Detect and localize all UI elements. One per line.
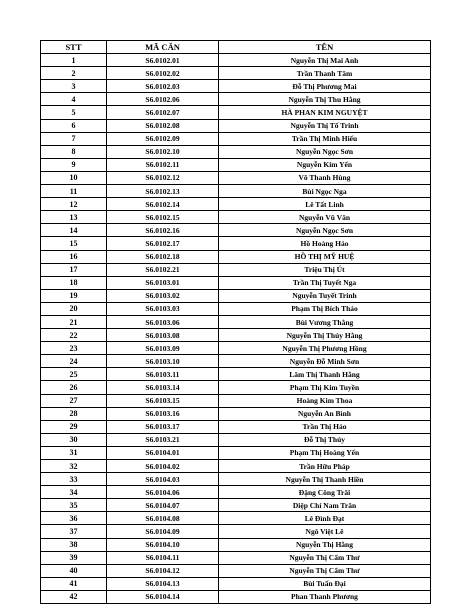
row-name: Triệu Thị Út [219,263,431,276]
row-apartment-code: S6.0103.17 [107,420,219,433]
row-name: Nguyễn Ngọc Sơn [219,224,431,237]
row-name: Nguyễn Thị Thu Hằng [219,93,431,106]
row-stt: 9 [41,158,107,171]
row-apartment-code: S6.0102.14 [107,198,219,211]
row-stt: 13 [41,211,107,224]
row-name: Trần Hữu Pháp [219,460,431,473]
row-stt: 21 [41,315,107,328]
row-name: Võ Thanh Hùng [219,171,431,184]
table-row [41,525,431,538]
table-row [41,538,431,551]
table-row [41,315,431,328]
table-row [41,577,431,590]
table-row [41,185,431,198]
table-row [41,302,431,315]
row-apartment-code: S6.0103.02 [107,289,219,302]
row-apartment-code: S6.0102.03 [107,80,219,93]
row-stt: 32 [41,460,107,473]
row-apartment-code: S6.0104.12 [107,564,219,577]
row-apartment-code: S6.0104.09 [107,525,219,538]
row-name: Lê Tất Linh [219,198,431,211]
row-apartment-code: S6.0104.02 [107,460,219,473]
row-apartment-code: S6.0104.13 [107,577,219,590]
table-row [41,564,431,577]
row-stt: 33 [41,473,107,486]
table-row [41,329,431,342]
row-stt: 25 [41,368,107,381]
row-apartment-code: S6.0103.15 [107,394,219,407]
row-name: Nguyễn Vũ Văn [219,211,431,224]
row-stt: 29 [41,420,107,433]
row-apartment-code: S6.0102.17 [107,237,219,250]
table-row [41,460,431,473]
row-apartment-code: S6.0104.08 [107,512,219,525]
header-apartment-code: MÃ CĂN [107,41,219,54]
row-apartment-code: S6.0104.01 [107,446,219,459]
table-row [41,145,431,158]
row-name: Bùi Vương Thắng [219,315,431,328]
row-stt: 2 [41,67,107,80]
row-apartment-code: S6.0104.11 [107,551,219,564]
row-stt: 16 [41,250,107,263]
table-row [41,80,431,93]
row-apartment-code: S6.0103.16 [107,407,219,420]
row-stt: 8 [41,145,107,158]
row-name: Trần Thị Tuyết Nga [219,276,431,289]
row-name: Nguyễn Kim Yến [219,158,431,171]
table-row [41,224,431,237]
row-apartment-code: S6.0104.03 [107,473,219,486]
row-name: Nguyễn Thị Hằng [219,538,431,551]
row-name: Trần Thị Hảo [219,420,431,433]
row-apartment-code: S6.0102.02 [107,67,219,80]
row-name: Nguyễn Thị Phương Hồng [219,342,431,355]
row-name: Nguyễn Tuyết Trinh [219,289,431,302]
row-apartment-code: S6.0103.06 [107,315,219,328]
row-name: Diệp Chí Nam Trân [219,499,431,512]
table-row [41,119,431,132]
table-row [41,499,431,512]
row-name: Hồ Hoàng Hảo [219,237,431,250]
row-apartment-code: S6.0102.09 [107,132,219,145]
apartment-owner-table [40,40,431,604]
row-name: Phan Thanh Phương [219,590,431,603]
table-row [41,590,431,603]
table-row [41,407,431,420]
table-row [41,276,431,289]
row-apartment-code: S6.0103.01 [107,276,219,289]
table-row [41,342,431,355]
row-stt: 28 [41,407,107,420]
row-apartment-code: S6.0103.14 [107,381,219,394]
row-apartment-code: S6.0102.11 [107,158,219,171]
row-apartment-code: S6.0102.21 [107,263,219,276]
row-apartment-code: S6.0102.07 [107,106,219,119]
row-apartment-code: S6.0102.13 [107,185,219,198]
table-row [41,381,431,394]
table-row [41,368,431,381]
row-name: Nguyễn Thị Thúy Hằng [219,329,431,342]
table-row [41,420,431,433]
row-name: Lê Đình Đạt [219,512,431,525]
row-name: Nguyễn Ngọc Sơn [219,145,431,158]
row-name: Nguyễn Thị Thanh Hiền [219,473,431,486]
table-row [41,433,431,446]
table-row [41,211,431,224]
row-apartment-code: S6.0103.03 [107,302,219,315]
row-stt: 22 [41,329,107,342]
row-name: Đỗ Thị Thúy [219,433,431,446]
table-row [41,263,431,276]
table-row [41,473,431,486]
row-apartment-code: S6.0104.14 [107,590,219,603]
row-apartment-code: S6.0103.21 [107,433,219,446]
row-stt: 4 [41,93,107,106]
table-row [41,237,431,250]
row-apartment-code: S6.0102.06 [107,93,219,106]
row-name: Bùi Ngọc Nga [219,185,431,198]
table-row [41,486,431,499]
table-row [41,93,431,106]
header-stt: STT [41,41,107,54]
row-stt: 11 [41,185,107,198]
row-apartment-code: S6.0103.10 [107,355,219,368]
row-name: Trần Thị Minh Hiếu [219,132,431,145]
table-row [41,394,431,407]
table-row [41,446,431,459]
table-body [41,54,431,604]
row-name: Nguyễn An Bình [219,407,431,420]
row-apartment-code: S6.0104.07 [107,499,219,512]
table-row [41,198,431,211]
row-stt: 41 [41,577,107,590]
header-row [41,41,431,54]
row-name: HỒ THỊ MỸ HUỆ [219,250,431,263]
row-apartment-code: S6.0104.06 [107,486,219,499]
row-stt: 7 [41,132,107,145]
row-apartment-code: S6.0102.12 [107,171,219,184]
row-stt: 27 [41,394,107,407]
row-name: Lâm Thị Thanh Hằng [219,368,431,381]
table-row [41,158,431,171]
row-name: Nguyễn Đỗ Minh Sơn [219,355,431,368]
row-stt: 37 [41,525,107,538]
table-row [41,171,431,184]
row-name: Hoàng Kim Thoa [219,394,431,407]
row-name: Phạm Thị Bích Thảo [219,302,431,315]
table-row [41,355,431,368]
row-stt: 5 [41,106,107,119]
row-stt: 39 [41,551,107,564]
table-row [41,512,431,525]
row-stt: 24 [41,355,107,368]
row-stt: 26 [41,381,107,394]
row-stt: 18 [41,276,107,289]
table-row [41,67,431,80]
row-name: Phạm Thị Hoàng Yến [219,446,431,459]
row-stt: 3 [41,80,107,93]
table-row [41,54,431,67]
row-stt: 34 [41,486,107,499]
row-stt: 1 [41,54,107,67]
row-apartment-code: S6.0103.08 [107,329,219,342]
row-name: HÀ PHAN KIM NGUYỆT [219,106,431,119]
row-apartment-code: S6.0102.01 [107,54,219,67]
row-apartment-code: S6.0102.16 [107,224,219,237]
row-name: Phạm Thị Kim Tuyền [219,381,431,394]
table-row [41,250,431,263]
row-stt: 12 [41,198,107,211]
row-stt: 38 [41,538,107,551]
row-stt: 30 [41,433,107,446]
row-stt: 14 [41,224,107,237]
row-stt: 42 [41,590,107,603]
row-apartment-code: S6.0102.10 [107,145,219,158]
row-name: Nguyễn Thị Mai Anh [219,54,431,67]
row-name: Nguyễn Thị Tố Trinh [219,119,431,132]
row-name: Đỗ Thị Phương Mai [219,80,431,93]
row-stt: 23 [41,342,107,355]
header-name: TÊN [219,41,431,54]
table-row [41,551,431,564]
row-apartment-code: S6.0103.11 [107,368,219,381]
row-name: Đặng Công Trãi [219,486,431,499]
row-stt: 10 [41,171,107,184]
row-name: Nguyễn Thị Cẩm Thư [219,551,431,564]
row-apartment-code: S6.0103.09 [107,342,219,355]
row-stt: 17 [41,263,107,276]
table-row [41,106,431,119]
row-apartment-code: S6.0104.10 [107,538,219,551]
row-stt: 15 [41,237,107,250]
row-stt: 20 [41,302,107,315]
row-apartment-code: S6.0102.18 [107,250,219,263]
row-stt: 19 [41,289,107,302]
row-name: Ngô Việt Lê [219,525,431,538]
table-row [41,289,431,302]
row-stt: 35 [41,499,107,512]
row-stt: 40 [41,564,107,577]
table-row [41,132,431,145]
row-apartment-code: S6.0102.15 [107,211,219,224]
row-apartment-code: S6.0102.08 [107,119,219,132]
row-stt: 31 [41,446,107,459]
row-stt: 36 [41,512,107,525]
row-stt: 6 [41,119,107,132]
row-name: Trần Thanh Tâm [219,67,431,80]
row-name: Bùi Tuấn Đại [219,577,431,590]
row-name: Nguyễn Thị Cẩm Thư [219,564,431,577]
